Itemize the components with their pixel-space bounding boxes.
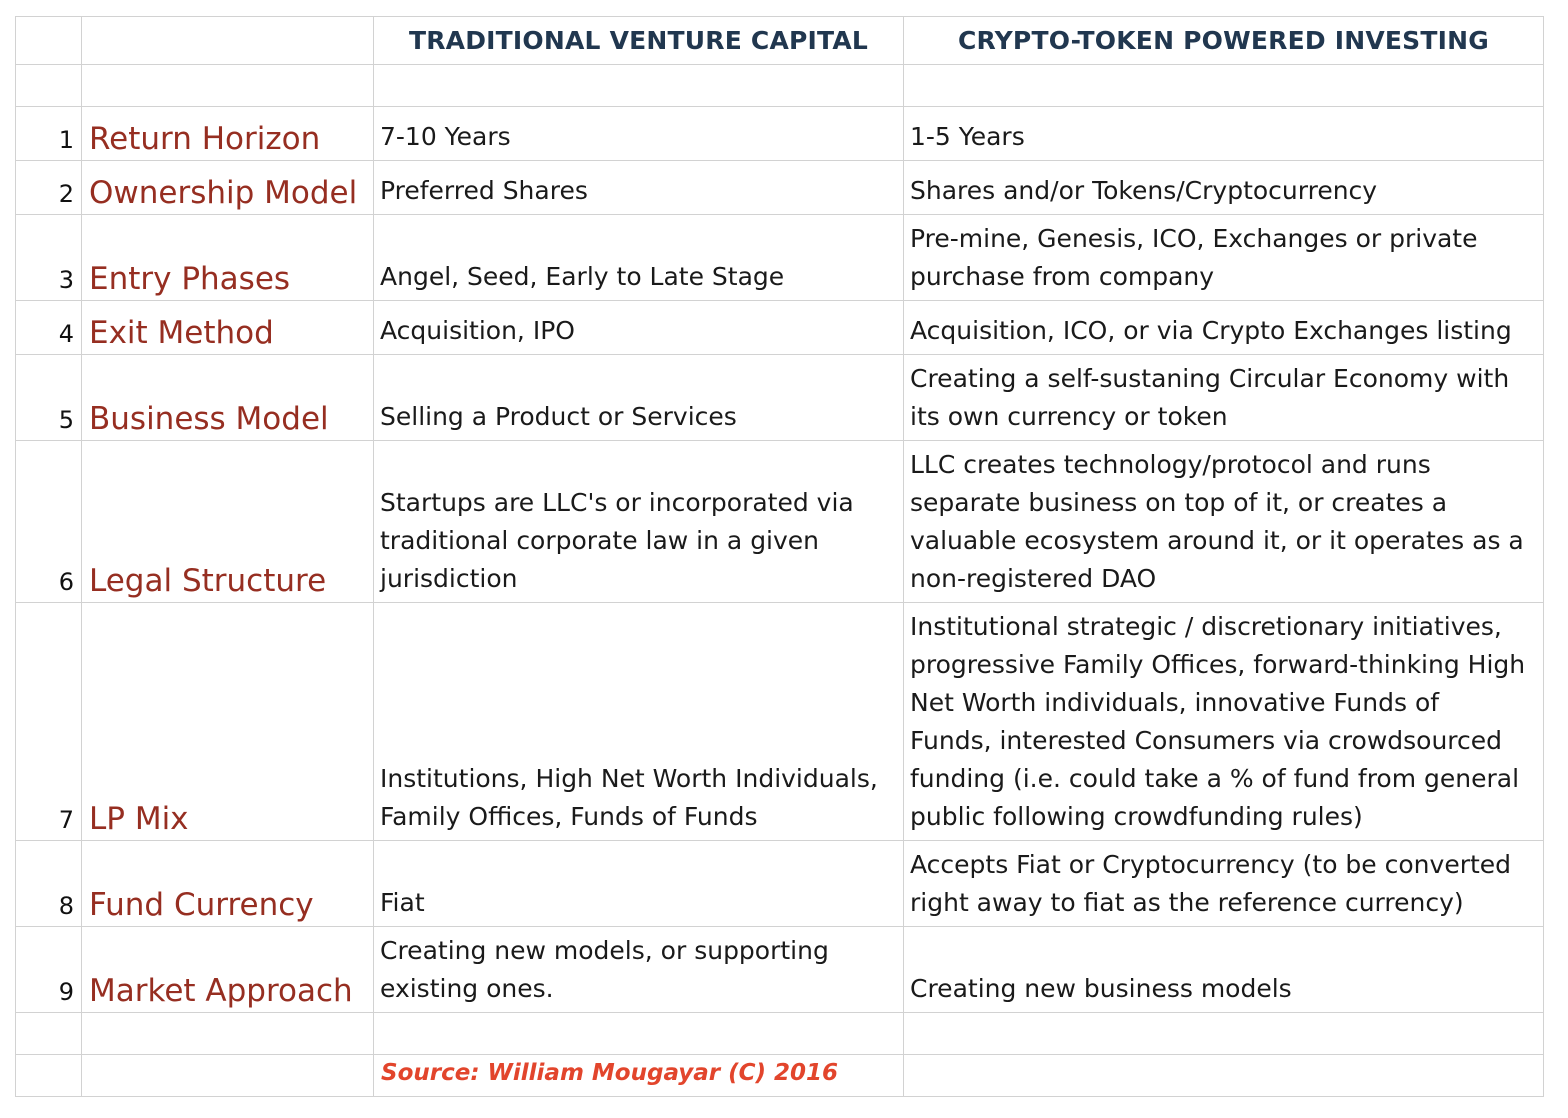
crypto-cell: Acquisition, ICO, or via Crypto Exchanges listing <box>904 301 1544 355</box>
row-number: 8 <box>16 841 82 927</box>
crypto-cell: Pre-mine, Genesis, ICO, Exchanges or private purchase from company <box>904 215 1544 301</box>
traditional-cell: Creating new models, or supporting existing ones. <box>374 927 904 1013</box>
table-row <box>16 301 1544 355</box>
header-crypto-investing: CRYPTO-TOKEN POWERED INVESTING <box>904 17 1544 65</box>
empty-cell <box>904 1055 1544 1097</box>
table-row <box>16 215 1544 301</box>
empty-cell <box>82 17 374 65</box>
row-label: Market Approach <box>82 927 374 1013</box>
crypto-cell: Creating a self-sustaning Circular Economy with its own currency or token <box>904 355 1544 441</box>
row-label: LP Mix <box>82 603 374 841</box>
traditional-cell: Acquisition, IPO <box>374 301 904 355</box>
traditional-cell: Angel, Seed, Early to Late Stage <box>374 215 904 301</box>
traditional-cell: Selling a Product or Services <box>374 355 904 441</box>
row-number: 9 <box>16 927 82 1013</box>
traditional-cell: Fiat <box>374 841 904 927</box>
table-row <box>16 107 1544 161</box>
row-number: 2 <box>16 161 82 215</box>
row-label: Legal Structure <box>82 441 374 603</box>
table-row <box>16 841 1544 927</box>
row-label: Return Horizon <box>82 107 374 161</box>
row-number: 1 <box>16 107 82 161</box>
header-traditional-vc: TRADITIONAL VENTURE CAPITAL <box>374 17 904 65</box>
row-label: Exit Method <box>82 301 374 355</box>
empty-cell <box>82 1055 374 1097</box>
traditional-cell: Preferred Shares <box>374 161 904 215</box>
table-row <box>16 355 1544 441</box>
table-row <box>16 441 1544 603</box>
comparison-table <box>15 16 1544 1097</box>
source-row <box>16 1055 1544 1097</box>
empty-cell <box>16 1055 82 1097</box>
row-number: 3 <box>16 215 82 301</box>
empty-cell <box>16 17 82 65</box>
table-row <box>16 161 1544 215</box>
source-note: Source: William Mougayar (C) 2016 <box>374 1055 904 1097</box>
row-number: 5 <box>16 355 82 441</box>
crypto-cell: Shares and/or Tokens/Cryptocurrency <box>904 161 1544 215</box>
crypto-cell: Creating new business models <box>904 927 1544 1013</box>
traditional-cell: Startups are LLC's or incorporated via traditional corporate law in a given jurisdiction <box>374 441 904 603</box>
row-number: 7 <box>16 603 82 841</box>
row-label: Entry Phases <box>82 215 374 301</box>
row-number: 6 <box>16 441 82 603</box>
table-row <box>16 927 1544 1013</box>
crypto-cell: 1-5 Years <box>904 107 1544 161</box>
table-row <box>16 603 1544 841</box>
row-label: Business Model <box>82 355 374 441</box>
traditional-cell: 7-10 Years <box>374 107 904 161</box>
traditional-cell: Institutions, High Net Worth Individuals, Family Offices, Funds of Funds <box>374 603 904 841</box>
spacer-row <box>16 1013 1544 1055</box>
crypto-cell: Institutional strategic / discretionary initiatives, progressive Family Offices, forward-thinking High Net Worth individuals, innovative Funds of Funds, interested Consumers via crowdsourced funding (i.e. could take a % of fund from general public following crowdfunding rules) <box>904 603 1544 841</box>
crypto-cell: Accepts Fiat or Cryptocurrency (to be converted right away to fiat as the reference currency) <box>904 841 1544 927</box>
crypto-cell: LLC creates technology/protocol and runs separate business on top of it, or creates a valuable ecosystem around it, or it operates as a non-registered DAO <box>904 441 1544 603</box>
spacer-row <box>16 65 1544 107</box>
header-row <box>16 17 1544 65</box>
row-label: Ownership Model <box>82 161 374 215</box>
row-label: Fund Currency <box>82 841 374 927</box>
row-number: 4 <box>16 301 82 355</box>
